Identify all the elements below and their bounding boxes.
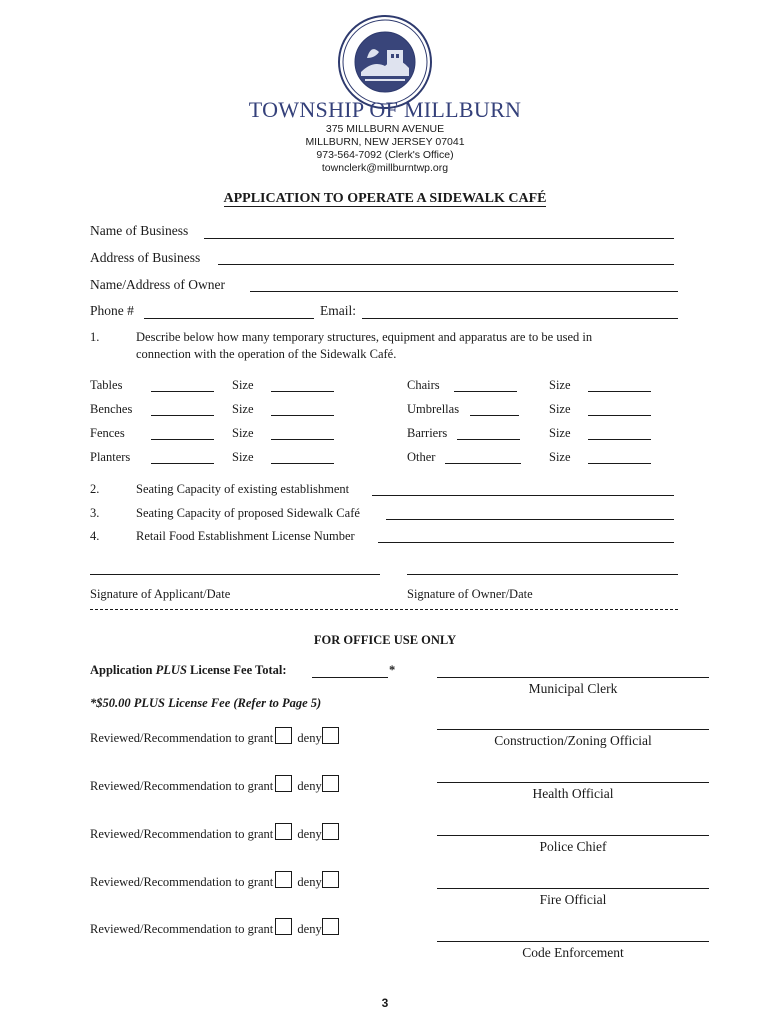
fee-asterisk: *: [389, 663, 396, 677]
license-fee-total-field[interactable]: [312, 677, 388, 678]
fee-note: *$50.00 PLUS License Fee (Refer to Page 5): [90, 696, 322, 710]
deny-label: deny: [297, 731, 322, 745]
official-signature-field[interactable]: [437, 888, 709, 889]
size-label: Size: [549, 426, 571, 440]
equipment-item-label: Tables: [90, 378, 123, 392]
owner-signature-field[interactable]: [407, 574, 678, 575]
equipment-item-label: Benches: [90, 402, 133, 416]
item-4-label: Retail Food Establishment License Number: [136, 529, 355, 543]
size-field[interactable]: [271, 439, 334, 440]
grant-checkbox[interactable]: [275, 871, 292, 888]
official-signature-field[interactable]: [437, 677, 709, 678]
fee-label-plus: PLUS: [155, 663, 187, 677]
business-name-field[interactable]: [204, 238, 674, 239]
deny-checkbox[interactable]: [322, 775, 339, 792]
item-3-label: Seating Capacity of proposed Sidewalk Café: [136, 506, 360, 520]
deny-label: deny: [297, 875, 322, 889]
deny-checkbox[interactable]: [322, 918, 339, 935]
official-title: Police Chief: [539, 839, 607, 854]
owner-signature-label: Signature of Owner/Date: [407, 587, 533, 601]
equipment-count-field[interactable]: [151, 391, 214, 392]
equipment-count-field[interactable]: [470, 415, 519, 416]
official-title: Health Official: [532, 786, 614, 801]
size-label: Size: [549, 402, 571, 416]
proposed-capacity-field[interactable]: [386, 519, 674, 520]
size-field[interactable]: [271, 463, 334, 464]
equipment-count-field[interactable]: [151, 439, 214, 440]
item-3-number: 3.: [90, 506, 100, 520]
phone-field[interactable]: [144, 318, 314, 319]
size-label: Size: [232, 378, 254, 392]
deny-checkbox[interactable]: [322, 871, 339, 888]
deny-label: deny: [297, 922, 322, 936]
deny-label: deny: [297, 827, 322, 841]
deny-checkbox[interactable]: [322, 727, 339, 744]
owner-field[interactable]: [250, 291, 678, 292]
item-1-number: 1.: [90, 330, 100, 344]
seal-icon: [337, 14, 433, 110]
license-fee-total-label: [90, 663, 287, 678]
item-2-number: 2.: [90, 482, 100, 496]
form-title: [0, 191, 770, 207]
review-row: [90, 871, 339, 890]
size-label: Size: [232, 450, 254, 464]
grant-checkbox[interactable]: [275, 918, 292, 935]
equipment-count-field[interactable]: [151, 463, 214, 464]
review-label: Reviewed/Recommendation to grant: [90, 731, 274, 745]
existing-capacity-field[interactable]: [372, 495, 674, 496]
grant-checkbox[interactable]: [275, 823, 292, 840]
official-title: Fire Official: [539, 892, 607, 907]
official-title: Municipal Clerk: [528, 681, 618, 696]
equipment-count-field[interactable]: [151, 415, 214, 416]
business-address-field[interactable]: [218, 264, 674, 265]
equipment-count-field[interactable]: [457, 439, 520, 440]
size-label: Size: [232, 402, 254, 416]
grant-checkbox[interactable]: [275, 727, 292, 744]
township-title: TOWNSHIP OF MILLBURN: [248, 97, 522, 122]
official-title: Code Enforcement: [522, 945, 624, 960]
email-label: Email:: [320, 303, 356, 318]
phone-label: Phone #: [90, 303, 134, 318]
review-label: Reviewed/Recommendation to grant: [90, 827, 274, 841]
item-4-number: 4.: [90, 529, 100, 543]
equipment-count-field[interactable]: [454, 391, 517, 392]
deny-checkbox[interactable]: [322, 823, 339, 840]
size-field[interactable]: [588, 463, 651, 464]
review-row: [90, 918, 339, 937]
review-label: Reviewed/Recommendation to grant: [90, 922, 274, 936]
official-title: Construction/Zoning Official: [494, 733, 652, 748]
size-label: Size: [549, 378, 571, 392]
office-use-heading: FOR OFFICE USE ONLY: [313, 633, 457, 647]
official-signature-field[interactable]: [437, 835, 709, 836]
license-number-field[interactable]: [378, 542, 674, 543]
page-number: 3: [381, 996, 389, 1010]
email-field[interactable]: [362, 318, 678, 319]
address-line-2: MILLBURN, NEW JERSEY 07041: [305, 136, 465, 148]
official-signature-field[interactable]: [437, 941, 709, 942]
applicant-signature-label: Signature of Applicant/Date: [90, 587, 231, 601]
size-field[interactable]: [588, 439, 651, 440]
owner-label: Name/Address of Owner: [90, 277, 225, 292]
item-2-label: Seating Capacity of existing establishment: [136, 482, 350, 496]
business-address-label: Address of Business: [90, 250, 201, 265]
equipment-item-label: Chairs: [407, 378, 440, 392]
size-label: Size: [232, 426, 254, 440]
clerk-email: townclerk@millburntwp.org: [321, 162, 449, 174]
size-field[interactable]: [588, 415, 651, 416]
size-field[interactable]: [271, 415, 334, 416]
section-divider: [90, 609, 678, 610]
size-field[interactable]: [271, 391, 334, 392]
official-signature-field[interactable]: [437, 729, 709, 730]
fee-label-part-2: License Fee Total:: [186, 663, 287, 677]
equipment-count-field[interactable]: [445, 463, 521, 464]
deny-label: deny: [297, 779, 322, 793]
review-row: [90, 823, 339, 842]
fee-label-part-1: Application: [90, 663, 156, 677]
equipment-item-label: Other: [407, 450, 436, 464]
form-title-text: APPLICATION TO OPERATE A SIDEWALK CAFÉ: [223, 191, 547, 206]
grant-checkbox[interactable]: [275, 775, 292, 792]
size-field[interactable]: [588, 391, 651, 392]
address-line-1: 375 MILLBURN AVENUE: [325, 123, 445, 135]
review-row: [90, 727, 339, 746]
clerk-phone: 973-564-7092 (Clerk's Office): [316, 149, 454, 161]
equipment-item-label: Barriers: [407, 426, 448, 440]
official-signature-field[interactable]: [437, 782, 709, 783]
item-1-text-line-2: connection with the operation of the Sidewalk Café.: [136, 347, 397, 361]
review-label: Reviewed/Recommendation to grant: [90, 779, 274, 793]
review-label: Reviewed/Recommendation to grant: [90, 875, 274, 889]
equipment-item-label: Umbrellas: [407, 402, 460, 416]
applicant-signature-field[interactable]: [90, 574, 380, 575]
item-1-text-line-1: Describe below how many temporary structures, equipment and apparatus are to be used in: [136, 330, 593, 344]
business-name-label: Name of Business: [90, 223, 189, 238]
township-seal: [337, 14, 433, 110]
equipment-item-label: Planters: [90, 450, 131, 464]
equipment-item-label: Fences: [90, 426, 125, 440]
review-row: [90, 775, 339, 794]
size-label: Size: [549, 450, 571, 464]
